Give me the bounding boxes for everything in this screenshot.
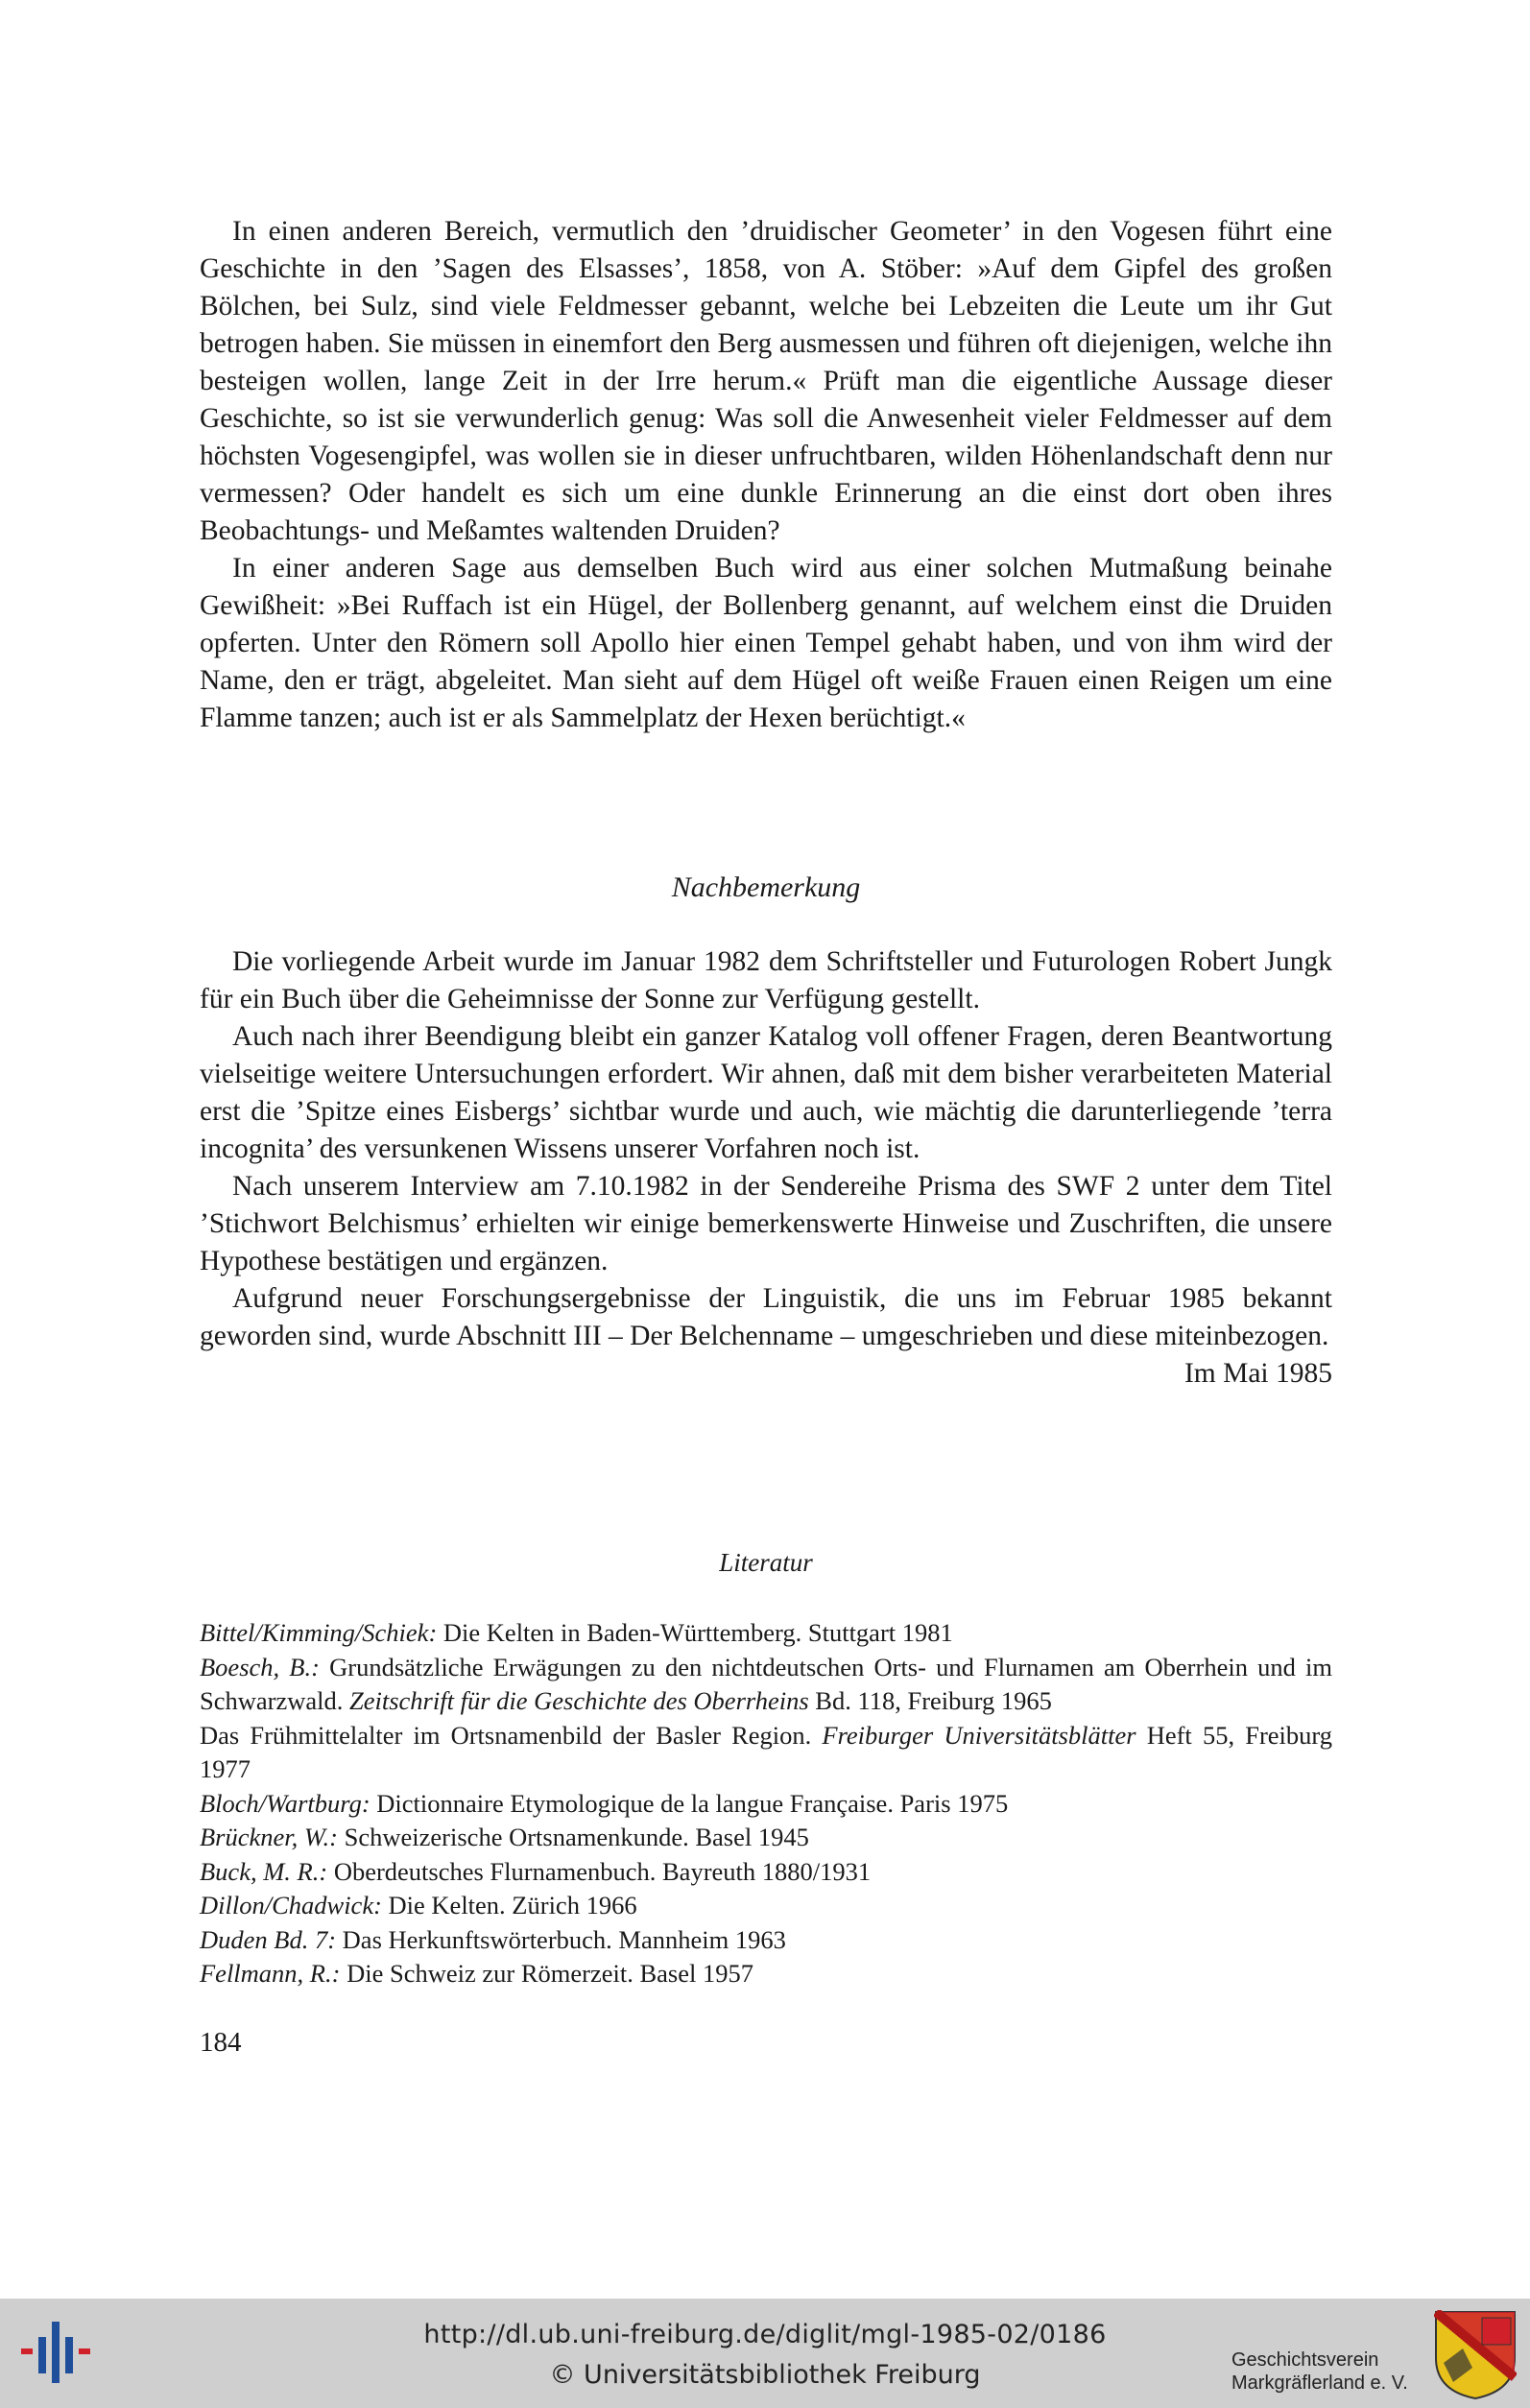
- paragraph: Aufgrund neuer Forschungsergebnisse der Linguistik, die uns im Februar 1985 bekannt geworden sind, wurde Abschnitt III – Der Belchenname – umgeschrieben und diese miteinbezogen.: [200, 1283, 1332, 1351]
- entry-author: Dillon/Chadwick:: [200, 1891, 382, 1919]
- organization-line: Geschichtsverein: [1231, 2349, 1379, 2371]
- date-line: Im Mai 1985: [1183, 1358, 1332, 1389]
- entry-text: Heft 55, Freiburg 1977: [200, 1720, 1333, 1783]
- copyright-line: © Universitätsbibliothek Freiburg: [549, 2360, 981, 2390]
- entry-text: Oberdeutsches Flurnamenbuch. Bayreuth 1880/1931: [327, 1856, 872, 1886]
- organization-line: Markgräflerland e. V.: [1231, 2372, 1408, 2394]
- body-text: [200, 213, 1332, 737]
- entry-text: Das Frühmittelalter im Ortsnamenbild der Basler Region.: [200, 1720, 823, 1750]
- section-heading-literatur: Literatur: [719, 1548, 813, 1577]
- entry-text: Grundsätzliche Erwägungen zu den nichtdeutschen Orts- und Flurnamen am Oberrhein und im Schwarzwald.: [200, 1652, 1332, 1715]
- bibliography-entry: [200, 1651, 1332, 1719]
- entry-author: Boesch, B.:: [200, 1652, 320, 1681]
- entry-text: Das Herkunftswörterbuch. Mannheim 1963: [336, 1924, 786, 1954]
- paragraph: Auch nach ihrer Beendigung bleibt ein ganzer Katalog voll offener Fragen, deren Beantwortung vielseitige weitere Untersuchungen erfordert. Wir ahnen, daß mit dem bisher verarbeiteten Material erst die ’Spitze eines Eisbergs’ sichtbar wurde und auch, wie mächtig die darunterliegende ’terra incognita’ des versunkenen Wissens unserer Vorfahren noch ist.: [200, 1021, 1332, 1164]
- bibliography-entry: [200, 1855, 1332, 1890]
- bibliography-entry: [200, 1821, 1332, 1855]
- entry-text: Dictionnaire Etymologique de la langue Française. Paris 1975: [370, 1788, 1009, 1818]
- paragraph: In einen anderen Bereich, vermutlich den ’druidischer Geometer’ in den Vogesen führt eine Geschichte in den ’Sagen des Elsasses’, 1858, von A. Stöber: »Auf dem Gipfel des großen Bölchen, bei Sulz, sind viele Feldmesser gebannt, welche bei Lebzeiten die Leute um ihr Gut betrogen haben. Sie müssen in einemfort den Berg ausmessen und führen oft diejenigen, welche ihn besteigen wollen, lange Zeit in der Irre herum.« Prüft man die eigentliche Aussage dieser Geschichte, so ist sie verwunderlich genug: Was soll die Anwesenheit vieler Feldmesser auf dem höchsten Vogesengipfel, was wollen sie in dieser unfruchtbaren, wilden Höhenlandschaft denn nur vermessen? Oder handelt es sich um eine dunkle Erinnerung an die einst dort oben ihres Beobachtungs- und Meßamtes waltenden Druiden?: [200, 216, 1332, 546]
- entry-text: Schweizerische Ortsnamenkunde. Basel 1945: [338, 1823, 809, 1851]
- entry-journal: Zeitschrift für die Geschichte des Oberrheins: [349, 1686, 809, 1715]
- entry-text: Die Kelten. Zürich 1966: [381, 1891, 637, 1919]
- entry-author: Buck, M. R.:: [200, 1856, 328, 1886]
- permalink-url[interactable]: http://dl.ub.uni-freiburg.de/diglit/mgl-1985-02/0186: [423, 2320, 1107, 2349]
- bibliography-entry: [200, 1889, 1332, 1923]
- bibliography-entry: [200, 1957, 1332, 1991]
- bibliography: [200, 1616, 1332, 1991]
- coat-of-arms-icon: [1434, 2310, 1517, 2400]
- bibliography-entry: [200, 1719, 1332, 1787]
- section-heading-nachbemerkung: Nachbemerkung: [671, 871, 861, 903]
- entry-text: Die Schweiz zur Römerzeit. Basel 1957: [340, 1959, 753, 1988]
- bibliography-entry: [200, 1787, 1332, 1822]
- bibliography-entry: [200, 1923, 1332, 1958]
- bibliography-entry: [200, 1616, 1332, 1651]
- paragraph: Die vorliegende Arbeit wurde im Januar 1982 dem Schriftsteller und Futurologen Robert Jungk für ein Buch über die Geheimnisse der Sonne zur Verfügung gestellt.: [200, 946, 1332, 1014]
- paragraph: In einer anderen Sage aus demselben Buch wird aus einer solchen Mutmaßung beinahe Gewißheit: »Bei Ruffach ist ein Hügel, der Bollenberg genannt, auf welchem einst die Druiden opferten. Unter den Römern soll Apollo hier einen Tempel gehabt haben, und von ihm wird der Name, den er trägt, abgeleitet. Man sieht auf dem Hügel oft weiße Frauen einen Reigen um eine Flamme tanzen; auch ist er als Sammelplatz der Hexen berüchtigt.«: [200, 553, 1332, 733]
- entry-journal: Freiburger Universitätsblätter: [822, 1720, 1136, 1750]
- entry-author: Duden Bd. 7:: [200, 1924, 337, 1954]
- nachbemerkung-text: [200, 943, 1332, 1393]
- paragraph: Nach unserem Interview am 7.10.1982 in der Sendereihe Prisma des SWF 2 unter dem Titel ’Stichwort Belchismus’ erhielten wir einige bemerkenswerte Hinweise und Zuschriften, die unsere Hypothese bestätigen und ergänzen.: [200, 1171, 1332, 1276]
- entry-text: Bd. 118, Freiburg 1965: [808, 1686, 1052, 1715]
- entry-author: Brückner, W.:: [200, 1823, 339, 1851]
- entry-text: Die Kelten in Baden-Württemberg. Stuttgart 1981: [437, 1618, 953, 1647]
- entry-author: Bloch/Wartburg:: [200, 1788, 371, 1818]
- entry-author: Bittel/Kimming/Schiek:: [200, 1618, 438, 1647]
- entry-author: Fellmann, R.:: [200, 1959, 341, 1988]
- footer-bar: [0, 2299, 1530, 2408]
- page-number: 184: [200, 2027, 242, 2058]
- organization-name: [1231, 2348, 1408, 2395]
